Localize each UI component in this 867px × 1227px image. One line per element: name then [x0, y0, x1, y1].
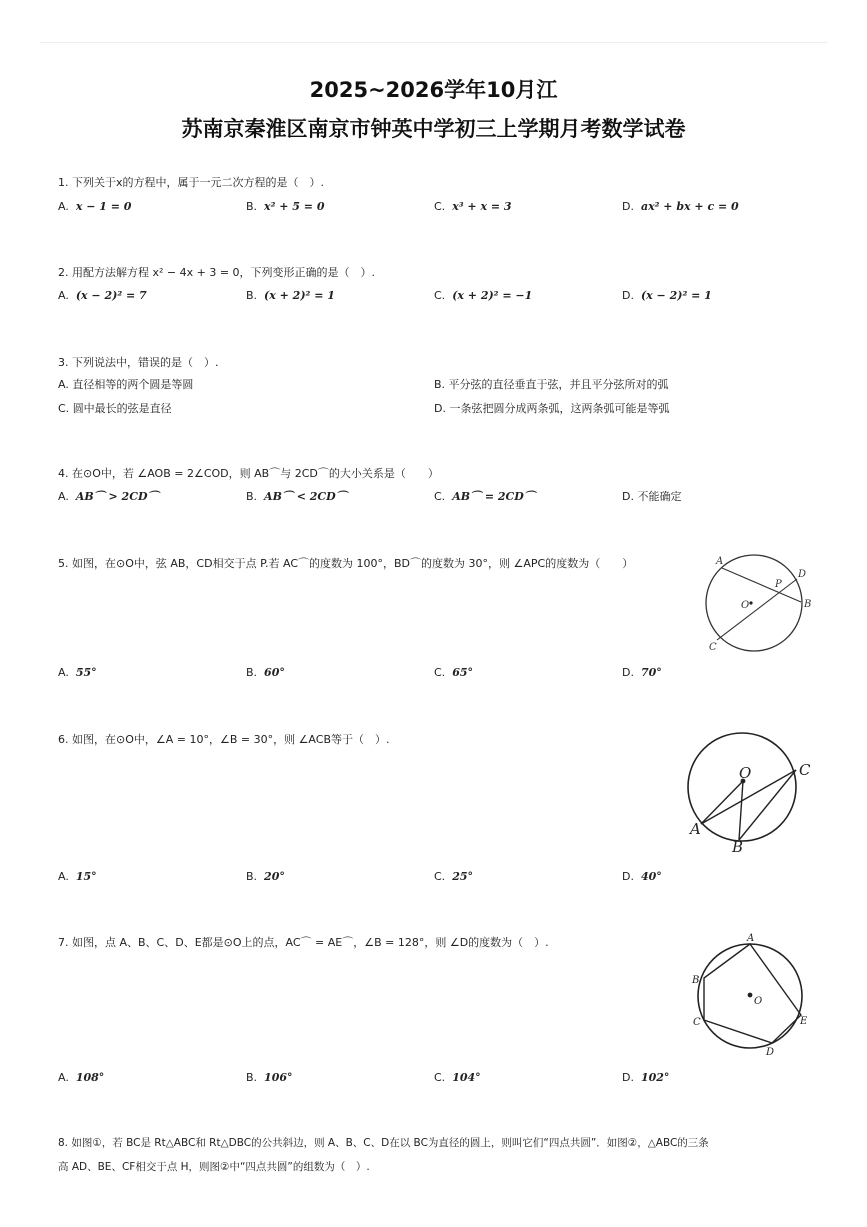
option-label: D.	[622, 490, 634, 503]
option-text: 106°	[264, 1071, 293, 1084]
question-3-option-c[interactable]	[58, 401, 172, 417]
question-4-option-d[interactable]	[622, 489, 681, 505]
option-text: 20°	[264, 870, 285, 883]
question-6-figure	[683, 722, 815, 854]
option-label: A.	[58, 200, 69, 213]
option-text: 一条弦把圆分成两条弧，这两条弧可能是等弧	[449, 402, 670, 415]
option-text: 104°	[452, 1071, 481, 1084]
question-7-figure	[688, 929, 816, 1059]
option-label: D.	[434, 402, 446, 415]
option-label: C.	[434, 289, 446, 302]
question-7-option-d[interactable]	[622, 1070, 669, 1086]
option-label: C.	[434, 1071, 446, 1084]
option-text: 108°	[75, 1071, 105, 1084]
question-4-stem: 4. 在⊙O中，若 ∠AOB = 2∠COD，则 AB⌒与 2CD⌒的大小关系是（ ）	[58, 467, 439, 480]
option-text: 55°	[75, 666, 97, 679]
figure-label: D	[798, 569, 807, 580]
option-text: x − 1 = 0	[75, 200, 132, 213]
question-6-stem: 6. 如图，在⊙O中，∠A = 10°，∠B = 30°，则 ∠ACB等于（ ）.	[58, 733, 390, 746]
question-3-option-d[interactable]	[434, 401, 669, 417]
option-label: A.	[58, 870, 69, 883]
option-text: AB⌒ > 2CD⌒	[75, 490, 159, 503]
question-8-stem-line-2: 高 AD、BE、CF相交于点 H，则图②中“四点共圆”的组数为（ ）.	[58, 1161, 370, 1173]
option-label: C.	[434, 870, 446, 883]
question-6-option-b[interactable]	[246, 869, 285, 885]
figure-label: B	[804, 599, 812, 610]
question-4-option-c[interactable]	[434, 489, 535, 505]
figure-label: B	[692, 975, 700, 986]
option-label: A.	[58, 666, 69, 679]
figure-label: P	[775, 579, 782, 590]
option-text: 平分弦的直径垂直于弦，并且平分弦所对的弧	[448, 378, 669, 391]
option-text: 直径相等的两个圆是等圆	[72, 378, 194, 391]
question-5-option-c[interactable]	[434, 665, 473, 681]
option-text: 65°	[452, 666, 473, 679]
page-title-line-1: 2025~2026学年10月江	[309, 78, 558, 102]
question-1-option-a[interactable]	[58, 199, 131, 215]
question-3-stem: 3. 下列说法中，错误的是（ ）.	[58, 356, 219, 369]
figure-label: B	[732, 838, 744, 854]
option-label: B.	[246, 490, 258, 503]
question-4-option-a[interactable]	[58, 489, 158, 505]
question-6-option-c[interactable]	[434, 869, 473, 885]
option-text: (x − 2)² = 7	[75, 289, 147, 302]
question-5-stem: 5. 如图，在⊙O中，弦 AB，CD相交于点 P.若 AC⌒的度数为 100°，BD⌒的度数为 30°，则 ∠APC的度数为（ ）	[58, 557, 634, 570]
option-text: ax² + bx + c = 0	[640, 200, 739, 213]
option-label: C.	[434, 490, 446, 503]
question-2-option-b[interactable]	[246, 288, 335, 304]
option-label: D.	[622, 289, 634, 302]
figure-label: D	[766, 1047, 775, 1058]
option-label: B.	[434, 378, 446, 391]
question-6-option-a[interactable]	[58, 869, 97, 885]
figure-label: O	[754, 996, 763, 1007]
top-divider	[40, 42, 827, 43]
option-label: A.	[58, 1071, 69, 1084]
option-label: C.	[434, 666, 446, 679]
question-3-option-a[interactable]	[58, 377, 193, 393]
option-text: (x + 2)² = −1	[452, 289, 533, 302]
option-text: x³ + x = 3	[452, 200, 512, 213]
question-7-stem: 7. 如图，点 A、B、C、D、E都是⊙O上的点，AC⌒ = AE⌒，∠B = 128°，则 ∠D的度数为（ ）.	[58, 936, 549, 949]
option-label: B.	[246, 200, 258, 213]
question-2-option-a[interactable]	[58, 288, 147, 304]
option-text: 102°	[640, 1071, 670, 1084]
figure-label: A	[716, 556, 724, 567]
question-6-option-d[interactable]	[622, 869, 662, 885]
option-label: D.	[622, 870, 634, 883]
page-title-line-2: 苏南京秦淮区南京市钟英中学初三上学期月考数学试卷	[181, 117, 686, 141]
question-5-figure	[698, 552, 816, 654]
question-3-option-b[interactable]	[434, 377, 669, 393]
option-label: B.	[246, 1071, 258, 1084]
option-text: 60°	[264, 666, 285, 679]
question-4-option-b[interactable]	[246, 489, 347, 505]
option-label: A.	[58, 289, 69, 302]
question-5-option-b[interactable]	[246, 665, 285, 681]
option-text: 15°	[75, 870, 97, 883]
question-7-option-a[interactable]	[58, 1070, 104, 1086]
question-7-option-b[interactable]	[246, 1070, 293, 1086]
question-8-stem-line-1: 8. 如图①，若 BC是 Rt△ABC和 Rt△DBC的公共斜边，则 A、B、C、D在以 BC为直径的圆上，则叫它们“四点共圆”．如图②，△ABC的三条	[58, 1137, 709, 1149]
figure-label: A	[690, 820, 701, 838]
option-label: C.	[58, 402, 70, 415]
option-text: (x − 2)² = 1	[640, 289, 712, 302]
option-label: B.	[246, 870, 258, 883]
figure-label: O	[741, 600, 750, 611]
option-label: D.	[622, 200, 634, 213]
option-label: A.	[58, 490, 69, 503]
option-text: 70°	[640, 666, 662, 679]
question-1-stem: 1. 下列关于x的方程中，属于一元二次方程的是（ ）.	[58, 176, 324, 189]
option-text: 圆中最长的弦是直径	[72, 402, 172, 415]
option-label: A.	[58, 378, 69, 391]
option-text: 不能确定	[637, 490, 682, 503]
question-1-option-d[interactable]	[622, 199, 739, 215]
option-text: x² + 5 = 0	[264, 200, 325, 213]
question-2-option-d[interactable]	[622, 288, 712, 304]
figure-label: E	[800, 1016, 808, 1027]
question-2-stem: 2. 用配方法解方程 x² − 4x + 3 = 0，下列变形正确的是（ ）.	[58, 266, 376, 279]
question-5-option-d[interactable]	[622, 665, 662, 681]
option-text: 25°	[452, 870, 473, 883]
option-label: C.	[434, 200, 446, 213]
question-1-option-b[interactable]	[246, 199, 324, 215]
option-text: (x + 2)² = 1	[264, 289, 335, 302]
figure-label: C	[799, 761, 811, 779]
figure-label: A	[747, 933, 755, 944]
option-text: AB⌒ = 2CD⌒	[452, 490, 535, 503]
option-label: B.	[246, 289, 258, 302]
option-text: AB⌒ < 2CD⌒	[264, 490, 347, 503]
option-label: B.	[246, 666, 258, 679]
option-label: D.	[622, 666, 634, 679]
figure-label: C	[693, 1017, 701, 1028]
figure-label: O	[739, 764, 752, 782]
question-7-option-c[interactable]	[434, 1070, 481, 1086]
figure-label: C	[709, 642, 717, 653]
option-label: D.	[622, 1071, 634, 1084]
question-2-option-c[interactable]	[434, 288, 532, 304]
option-text: 40°	[640, 870, 662, 883]
question-1-option-c[interactable]	[434, 199, 512, 215]
question-5-option-a[interactable]	[58, 665, 97, 681]
